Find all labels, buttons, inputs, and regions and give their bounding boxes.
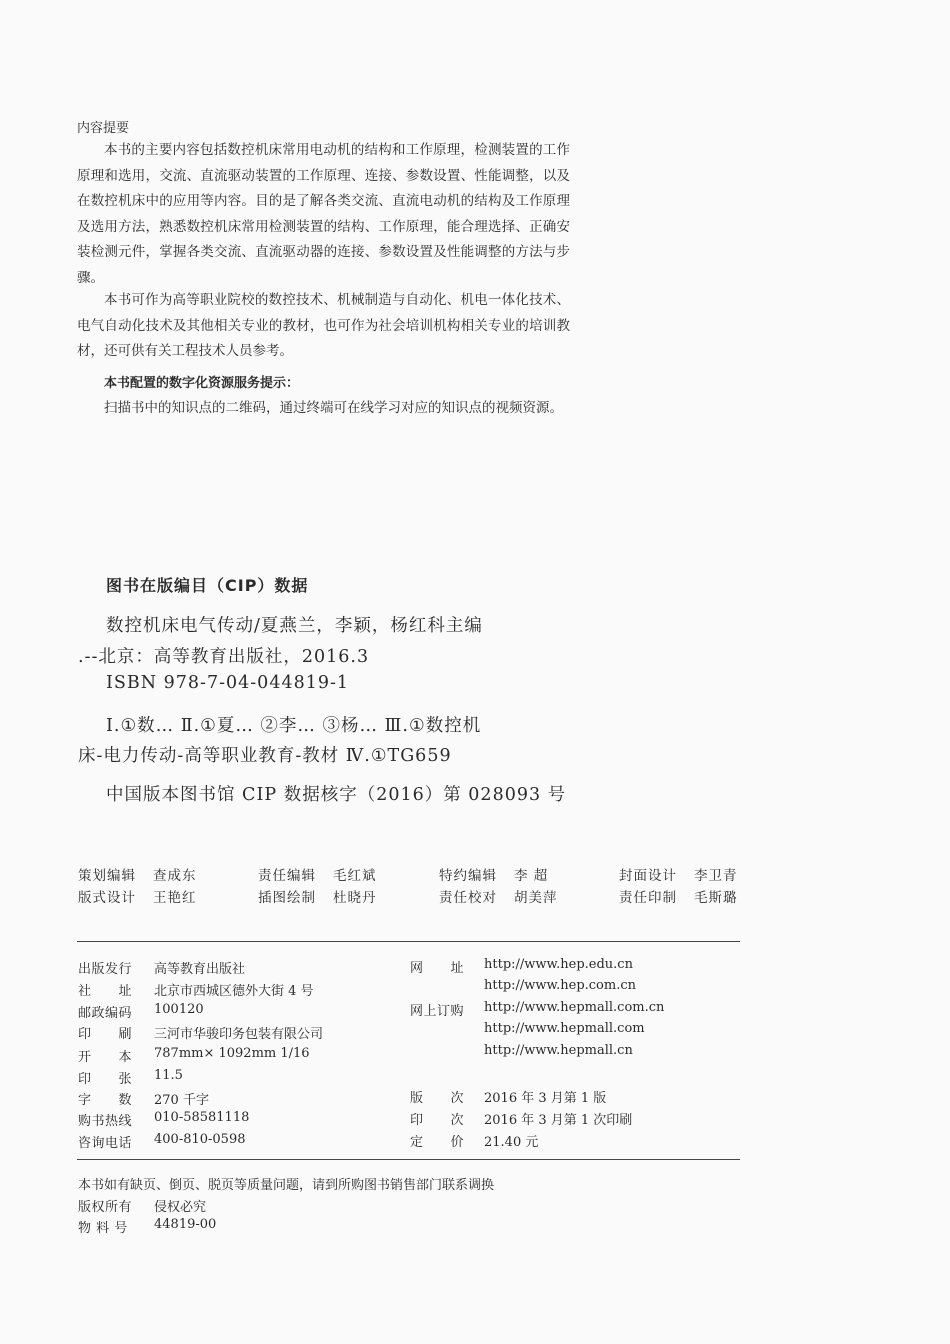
- publish-label: 出版发行: [78, 962, 133, 977]
- staff-label: 版式设计: [78, 890, 136, 906]
- order-link-3: http://www.hepmall.cn: [484, 1043, 633, 1058]
- staff-label: 插图绘制: [258, 890, 316, 906]
- staff-name: 李 超: [514, 868, 549, 884]
- price-value: 21.40 元: [484, 1135, 539, 1150]
- staff-name: 胡美萍: [514, 890, 558, 906]
- publish-value: 010-58581118: [154, 1110, 250, 1125]
- cip-line-4: Ⅰ.①数… Ⅱ.①夏… ②李… ③杨… Ⅲ.①数控机: [106, 716, 482, 736]
- publish-label: 字 数: [78, 1093, 133, 1108]
- publish-value: 北京市西城区德外大街 4 号: [154, 984, 314, 999]
- publish-label: 印 张: [78, 1072, 133, 1087]
- staff-label: 特约编辑: [439, 868, 497, 884]
- printing-label: 印 次: [410, 1113, 465, 1128]
- order-label: 网上订购: [410, 1004, 465, 1019]
- divider-bottom: [77, 1159, 740, 1160]
- staff-name: 李卫青: [694, 868, 738, 884]
- cip-title: 图书在版编目（CIP）数据: [106, 576, 309, 595]
- publish-value: 270 千字: [154, 1093, 209, 1108]
- publish-value: 三河市华骏印务包装有限公司: [154, 1027, 324, 1042]
- staff-name: 杜晓丹: [333, 890, 377, 906]
- publish-value: 高等教育出版社: [154, 962, 246, 977]
- publish-value: 11.5: [154, 1068, 183, 1083]
- item-number-value: 44819-00: [154, 1217, 217, 1232]
- printing-value: 2016 年 3 月第 1 次印刷: [484, 1113, 633, 1128]
- order-link-2: http://www.hepmall.com: [484, 1021, 645, 1036]
- cip-line-3: ISBN 978-7-04-044819-1: [106, 673, 350, 693]
- cip-line-2: .--北京：高等教育出版社，2016.3: [78, 647, 370, 667]
- publish-value: 100120: [154, 1002, 204, 1017]
- web-link-1: http://www.hep.edu.cn: [484, 957, 633, 972]
- staff-label: 责任编辑: [258, 868, 316, 884]
- publish-label: 邮政编码: [78, 1006, 133, 1021]
- rights-label: 版权所有: [78, 1200, 133, 1215]
- staff-label: 封面设计: [619, 868, 677, 884]
- publish-value: 787mm× 1092mm 1/16: [154, 1046, 310, 1061]
- staff-label: 责任校对: [439, 890, 497, 906]
- publish-label: 购书热线: [78, 1114, 133, 1129]
- summary-paragraph-2: 本书可作为高等职业院校的数控技术、机械制造与自动化、机电一体化技术、电气自动化技术及其他相关专业的教材，也可作为社会培训机构相关专业的培训教材，还可供有关工程技术人员参考。: [77, 292, 570, 359]
- publish-value: 400-810-0598: [154, 1132, 246, 1147]
- cip-line-6: 中国版本图书馆 CIP 数据核字（2016）第 028093 号: [106, 785, 567, 805]
- staff-name: 毛红斌: [333, 868, 377, 884]
- quality-notice: 本书如有缺页、倒页、脱页等质量问题，请到所购图书销售部门联系调换: [78, 1178, 495, 1193]
- divider-top: [77, 941, 740, 942]
- cip-line-1: 数控机床电气传动/夏燕兰，李颖，杨红科主编: [106, 616, 483, 636]
- summary-heading: 内容提要: [77, 121, 130, 136]
- edition-label: 版 次: [410, 1091, 465, 1106]
- web-label: 网 址: [410, 961, 465, 976]
- staff-name: 王艳红: [153, 890, 197, 906]
- web-link-2: http://www.hep.com.cn: [484, 978, 636, 993]
- publish-label: 社 址: [78, 984, 133, 999]
- digital-resource-text: 扫描书中的知识点的二维码，通过终端可在线学习对应的知识点的视频资源。: [104, 400, 563, 416]
- staff-name: 毛斯璐: [694, 890, 738, 906]
- digital-resource-heading: 本书配置的数字化资源服务提示：: [104, 376, 300, 391]
- staff-label: 策划编辑: [78, 868, 136, 884]
- publish-label: 印 刷: [78, 1027, 133, 1042]
- item-number-label: 物 料 号: [78, 1221, 128, 1236]
- summary-paragraph-1: 本书的主要内容包括数控机床常用电动机的结构和工作原理，检测装置的工作原理和选用，交流、直流驱动装置的工作原理、连接、参数设置、性能调整，以及在数控机床中的应用等内容。目的是了解各类交流、直流电动机的结构及工作原理及选用方法，熟悉数控机床常用检测装置的结构、工作原理，能合理选择、正确安装检测元件，掌握各类交流、直流驱动器的连接、参数设置及性能调整的方法与步骤。: [77, 142, 570, 286]
- publish-label: 开 本: [78, 1050, 133, 1065]
- rights-value: 侵权必究: [154, 1200, 207, 1215]
- price-label: 定 价: [410, 1135, 465, 1150]
- publish-label: 咨询电话: [78, 1136, 133, 1151]
- cip-line-5: 床-电力传动-高等职业教育-教材 Ⅳ.①TG659: [78, 746, 452, 766]
- edition-value: 2016 年 3 月第 1 版: [484, 1091, 607, 1106]
- staff-name: 查成东: [153, 868, 197, 884]
- order-link-1: http://www.hepmall.com.cn: [484, 1000, 665, 1015]
- staff-label: 责任印制: [619, 890, 677, 906]
